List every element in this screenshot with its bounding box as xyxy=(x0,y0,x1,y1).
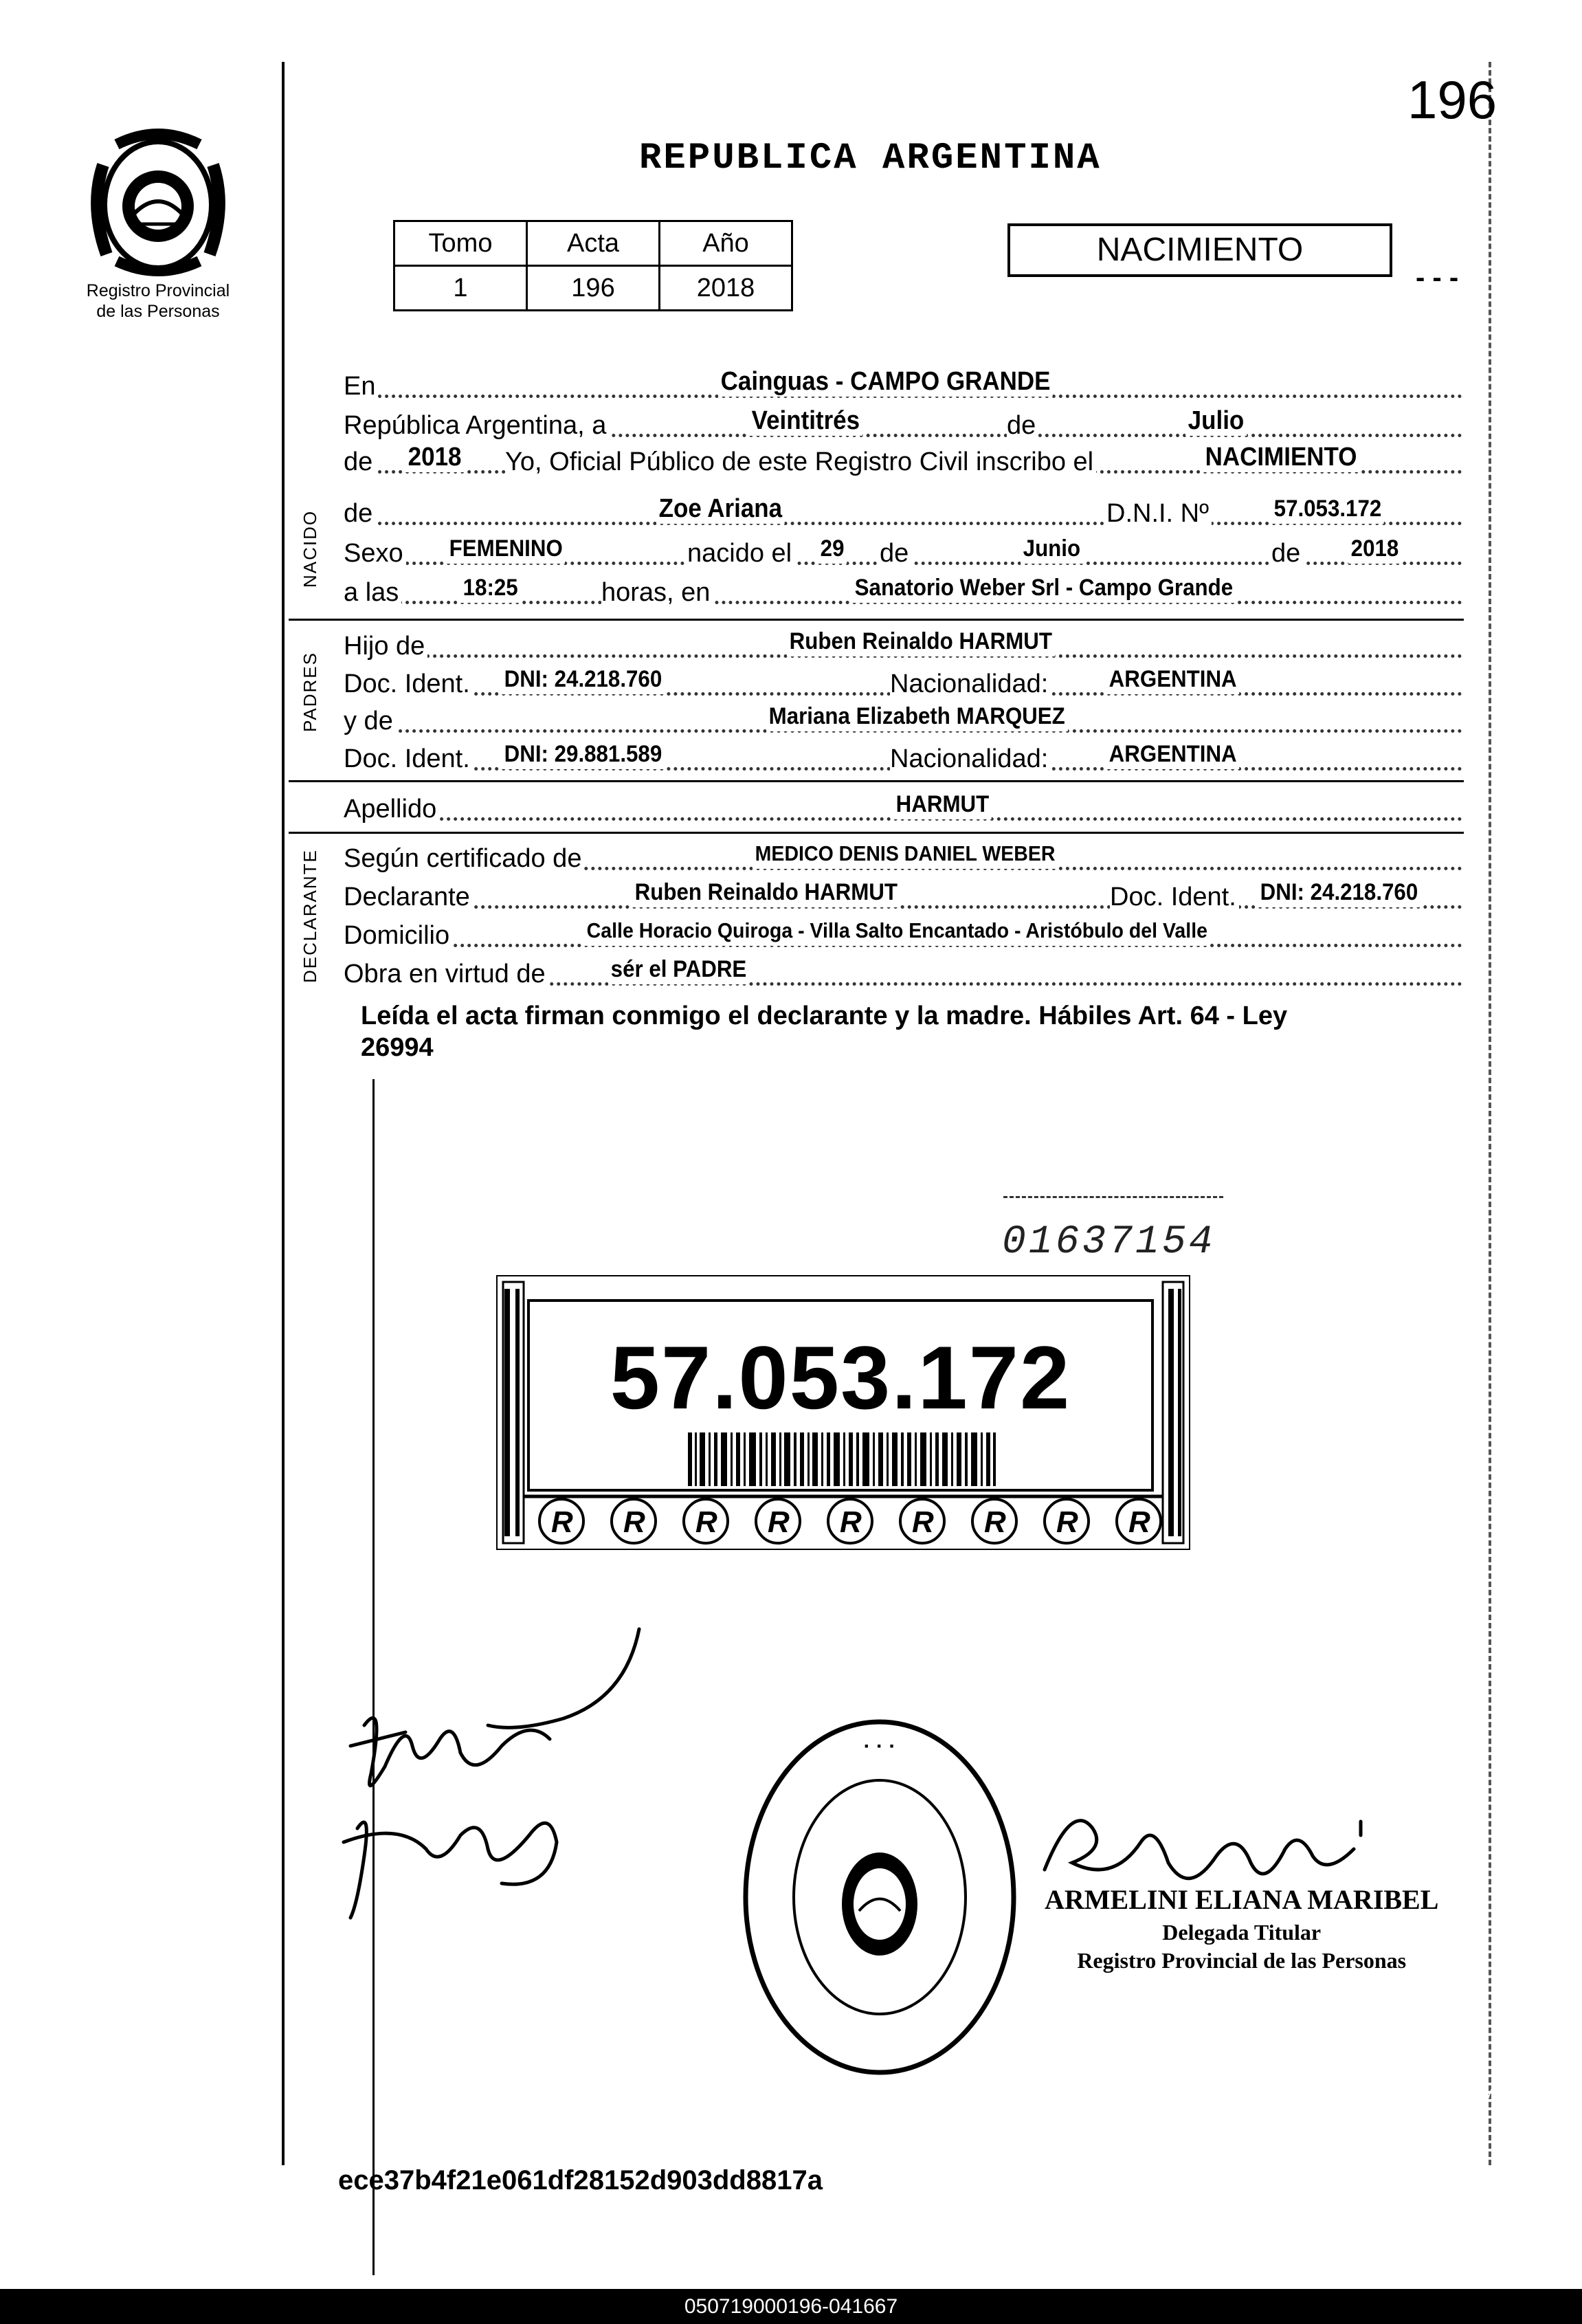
row-hora xyxy=(344,574,1462,608)
value-madre: Mariana Elizabeth MARQUEZ xyxy=(766,701,1067,731)
label-hijo-de: Hijo de xyxy=(344,630,427,662)
value-dia-letras: Veintitrés xyxy=(749,406,862,436)
label-de-nombre: de xyxy=(344,498,375,529)
document-hash: ece37b4f21e061df28152d903dd8817a xyxy=(338,2165,823,2195)
value-virtud: sér el PADRE xyxy=(608,954,749,984)
value-acto: NACIMIENTO xyxy=(1203,442,1359,472)
label-apellido: Apellido xyxy=(344,793,439,825)
right-margin-dashed xyxy=(1489,62,1491,2165)
value-apellido: HARMUT xyxy=(893,789,992,819)
page-number: 196 xyxy=(1407,69,1497,130)
barcode-label xyxy=(527,1299,1154,1492)
value-nombre: Zoe Ariana xyxy=(656,494,785,524)
row-padre xyxy=(344,628,1462,662)
left-margin-line xyxy=(282,62,285,2165)
row-padre-doc xyxy=(344,665,1462,700)
value-tomo: 1 xyxy=(394,266,527,311)
footer-code: 050719000196-041667 xyxy=(0,2289,1582,2324)
header-tomo: Tomo xyxy=(394,221,527,266)
record-type-box: NACIMIENTO xyxy=(1007,223,1392,277)
official-name: ARMELINI ELIANA MARIBEL xyxy=(1045,1884,1439,1915)
label-de-mes-nac: de xyxy=(880,538,911,569)
row-fecha xyxy=(344,407,1462,441)
official-block xyxy=(1045,1883,1438,1973)
seal-text xyxy=(783,2086,1582,2122)
separator-1 xyxy=(289,619,1464,621)
row-sexo xyxy=(344,535,1462,569)
value-domicilio: Calle Horacio Quiroga - Villa Salto Encantado - Aristóbulo del Valle xyxy=(584,916,1210,946)
margin-dash-mark: - - - xyxy=(1416,263,1459,293)
value-dia-nac: 29 xyxy=(818,533,847,564)
row-nombre xyxy=(344,495,1462,529)
value-madre-doc: DNI: 29.881.589 xyxy=(502,739,665,769)
value-hora: 18:25 xyxy=(460,573,520,603)
svg-text:R: R xyxy=(1128,1505,1150,1539)
svg-text:R: R xyxy=(768,1505,790,1539)
label-de-anio-nac: de xyxy=(1271,538,1303,569)
svg-text:R: R xyxy=(623,1505,645,1539)
value-acta: 196 xyxy=(527,266,660,311)
value-padre: Ruben Reinaldo HARMUT xyxy=(787,626,1055,656)
label-yo-oficial: Yo, Oficial Público de este Registro Civil inscribo el xyxy=(505,446,1096,478)
header-acta: Acta xyxy=(527,221,660,266)
official-office: Registro Provincial de las Personas xyxy=(1077,1948,1407,1973)
separator-2 xyxy=(289,780,1464,782)
label-doc-ident-declarante: Doc. Ident. xyxy=(1110,881,1239,913)
value-padre-nac: ARGENTINA xyxy=(1106,664,1239,694)
label-doc-ident-madre: Doc. Ident. xyxy=(344,743,473,775)
value-declarante: Ruben Reinaldo HARMUT xyxy=(632,877,900,907)
seal-inner-text: MINISTERIO DE GOBIERNO xyxy=(1257,2086,1456,2103)
label-doc-ident-padre: Doc. Ident. xyxy=(344,668,473,700)
label-dni: D.N.I. Nº xyxy=(1106,498,1212,529)
label-en: En xyxy=(344,370,378,402)
stamp-dashes xyxy=(1003,1196,1223,1198)
label-de-anio: de xyxy=(344,446,375,478)
side-label-padres: PADRES xyxy=(300,652,320,732)
registry-table xyxy=(393,220,793,311)
page-title: REPUBLICA ARGENTINA xyxy=(639,137,1102,179)
closing-text xyxy=(361,1000,1287,1063)
svg-text:R: R xyxy=(1056,1505,1078,1539)
official-role: Delegada Titular xyxy=(1162,1920,1322,1945)
row-anio xyxy=(344,443,1462,478)
header-anio: Año xyxy=(660,221,792,266)
label-de-mes: de xyxy=(1007,410,1038,441)
svg-text:R: R xyxy=(984,1505,1006,1539)
misiones-coat-of-arms-logo xyxy=(76,124,241,296)
label-sexo: Sexo xyxy=(344,538,406,569)
barcode-sticker xyxy=(496,1275,1190,1550)
value-padre-doc: DNI: 24.218.760 xyxy=(502,664,665,694)
label-obra-virtud: Obra en virtud de xyxy=(344,958,548,990)
value-anio: 2018 xyxy=(405,442,464,472)
value-anio-nac: 2018 xyxy=(1348,533,1401,564)
stamped-number: 01637154 xyxy=(1002,1220,1216,1265)
declarant-signatures xyxy=(323,1615,653,1938)
label-horas-en: horas, en xyxy=(601,577,713,608)
row-domicilio xyxy=(344,917,1462,951)
value-mes: Julio xyxy=(1185,406,1247,436)
seal-outer-text: DIRECC. GRAL. DEL REGISTRO PROVINCIAL DE LAS PERSONAS xyxy=(783,2086,1253,2103)
label-segun-certificado: Según certificado de xyxy=(344,843,584,874)
label-nacionalidad-padre: Nacionalidad: xyxy=(890,668,1051,700)
value-lugar-nac: Sanatorio Weber Srl - Campo Grande xyxy=(852,573,1236,603)
row-declarante xyxy=(344,878,1462,913)
official-round-seal xyxy=(735,1712,1024,2083)
label-nacionalidad-madre: Nacionalidad: xyxy=(890,743,1051,775)
svg-text:R: R xyxy=(551,1505,573,1539)
value-madre-nac: ARGENTINA xyxy=(1106,739,1239,769)
label-declarante: Declarante xyxy=(344,881,473,913)
row-madre xyxy=(344,702,1462,737)
value-lugar: Cainguas - CAMPO GRANDE xyxy=(718,366,1053,397)
value-dni: 57.053.172 xyxy=(1271,494,1384,524)
row-en xyxy=(344,368,1462,402)
closing-text-line2: 26994 xyxy=(361,1033,434,1062)
separator-3 xyxy=(289,832,1464,834)
barcode-bars xyxy=(688,1432,997,1486)
logo-caption xyxy=(62,280,254,322)
value-sexo: FEMENINO xyxy=(447,533,565,564)
row-virtud xyxy=(344,955,1462,990)
label-a-las: a las xyxy=(344,577,401,608)
seal-bottom-text: CAMPO GRANDE xyxy=(783,2086,1516,2121)
label-y-de: y de xyxy=(344,705,396,737)
value-mes-nac: Junio xyxy=(1021,533,1083,564)
svg-text:R: R xyxy=(840,1505,862,1539)
registry-table-header xyxy=(394,221,792,266)
registry-table-values xyxy=(394,266,792,311)
value-declarante-doc: DNI: 24.218.760 xyxy=(1258,877,1421,907)
label-nacido-el: nacido el xyxy=(687,538,794,569)
barcode-number: 57.053.172 xyxy=(610,1327,1071,1428)
side-label-nacido: NACIDO xyxy=(300,509,320,588)
svg-text:· · ·: · · · xyxy=(863,1735,896,1758)
logo-caption-line1: Registro Provincial xyxy=(86,281,230,300)
label-republica: República Argentina, a xyxy=(344,410,609,441)
row-apellido xyxy=(344,790,1462,825)
row-certificado xyxy=(344,840,1462,874)
label-domicilio: Domicilio xyxy=(344,920,452,951)
value-certificado: MEDICO DENIS DANIEL WEBER xyxy=(753,839,1058,869)
row-madre-doc xyxy=(344,740,1462,775)
svg-text:R: R xyxy=(695,1505,717,1539)
logo-caption-line2: de las Personas xyxy=(96,302,220,321)
side-label-declarante: DECLARANTE xyxy=(300,849,320,983)
svg-text:R: R xyxy=(912,1505,934,1539)
value-anio: 2018 xyxy=(660,266,792,311)
closing-text-line1: Leída el acta firman conmigo el declarante y la madre. Hábiles Art. 64 - Ley xyxy=(361,1001,1288,1030)
